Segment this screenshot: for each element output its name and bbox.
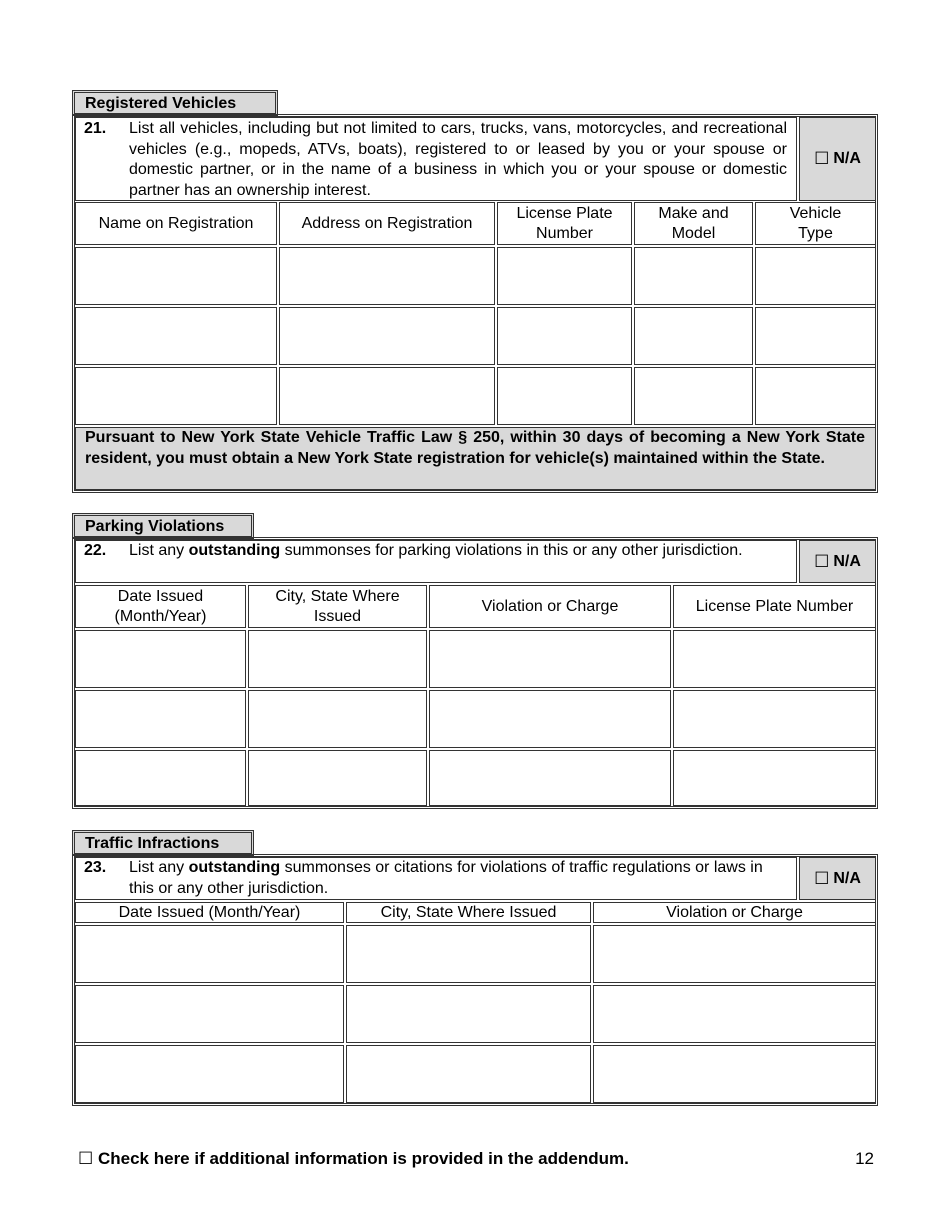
- na-23-label: N/A: [833, 869, 861, 887]
- vehicle-row-1-plate[interactable]: [497, 247, 632, 305]
- na-23-checkbox[interactable]: [799, 857, 876, 900]
- col-header-license-plate: License Plate Number: [673, 585, 876, 628]
- parking-row-1-city[interactable]: [248, 630, 427, 688]
- parking-row-2-violation[interactable]: [429, 690, 671, 748]
- question-21-text: List all vehicles, including but not limited to cars, trucks, vans, motorcycles, and recreational vehicles (e.g., mopeds, ATVs, boats), registered to or leased by you or your spouse or domestic partner, or in the name of a business in which you or your spouse or domestic partner has an ownership interest.: [129, 120, 787, 199]
- traffic-row-1-date[interactable]: [75, 925, 344, 983]
- question-23-post: summonses or citations for violations of traffic regulations or laws in this or any other jurisdiction.: [129, 859, 763, 897]
- vehicle-row-1-name[interactable]: [75, 247, 277, 305]
- col-header-traffic-city-state: City, State Where Issued: [346, 902, 591, 923]
- col-header-make-and-model: Make and Model: [634, 202, 753, 245]
- na-23-box[interactable]: ☐: [814, 868, 830, 888]
- registration-notice: Pursuant to New York State Vehicle Traffic Law § 250, within 30 days of becoming a New York State resident, you must obtain a New York State registration for vehicle(s) maintained within the State.: [75, 427, 876, 490]
- section-label-traffic-infractions: Traffic Infractions: [72, 830, 254, 856]
- vehicle-row-3-plate[interactable]: [497, 367, 632, 425]
- section-label-parking-violations: Parking Violations: [72, 513, 254, 539]
- question-23-pre: List any: [129, 859, 189, 876]
- parking-row-3-city[interactable]: [248, 750, 427, 806]
- col-header-traffic-violation: Violation or Charge: [593, 902, 876, 923]
- vehicle-row-1-make-model[interactable]: [634, 247, 753, 305]
- col-header-violation: Violation or Charge: [429, 585, 671, 628]
- na-21-box[interactable]: ☐: [814, 149, 830, 168]
- traffic-row-3-city[interactable]: [346, 1045, 591, 1103]
- vehicle-row-2-type[interactable]: [755, 307, 876, 365]
- question-22-bold: outstanding: [188, 542, 281, 559]
- parking-row-3-plate[interactable]: [673, 750, 876, 806]
- vehicle-row-2-address[interactable]: [279, 307, 495, 365]
- na-22-checkbox[interactable]: [799, 540, 876, 583]
- col-header-traffic-date-issued: Date Issued (Month/Year): [75, 902, 344, 923]
- question-22-pre: List any: [129, 542, 189, 559]
- parking-row-2-plate[interactable]: [673, 690, 876, 748]
- parking-row-3-violation[interactable]: [429, 750, 671, 806]
- parking-row-3-date[interactable]: [75, 750, 246, 806]
- col-header-address-on-registration: Address on Registration: [279, 202, 495, 245]
- col-header-city-state: City, State Where Issued: [248, 585, 427, 628]
- vehicle-row-3-address[interactable]: [279, 367, 495, 425]
- traffic-row-1-violation[interactable]: [593, 925, 876, 983]
- traffic-row-2-violation[interactable]: [593, 985, 876, 1043]
- traffic-row-2-date[interactable]: [75, 985, 344, 1043]
- traffic-row-3-violation[interactable]: [593, 1045, 876, 1103]
- question-22-post: summonses for parking violations in this or any other jurisdiction.: [280, 542, 743, 559]
- vehicle-row-1-address[interactable]: [279, 247, 495, 305]
- parking-row-2-city[interactable]: [248, 690, 427, 748]
- question-21-number: 21.: [84, 120, 107, 137]
- na-21-checkbox[interactable]: [799, 117, 876, 201]
- vehicle-row-1-type[interactable]: [755, 247, 876, 305]
- question-23-number: 23.: [84, 859, 107, 876]
- na-22-label: N/A: [833, 552, 861, 570]
- question-23-text: [129, 858, 787, 899]
- addendum-check[interactable]: [78, 1148, 629, 1170]
- col-header-vehicle-type: Vehicle Type: [755, 202, 876, 245]
- question-23-bold: outstanding: [188, 859, 281, 876]
- col-header-name-on-registration: Name on Registration: [75, 202, 277, 245]
- traffic-row-2-city[interactable]: [346, 985, 591, 1043]
- vehicle-row-2-name[interactable]: [75, 307, 277, 365]
- col-header-license-plate-number: License Plate Number: [497, 202, 632, 245]
- na-21-label: N/A: [833, 150, 861, 167]
- vehicle-row-3-name[interactable]: [75, 367, 277, 425]
- question-22-number: 22.: [84, 542, 107, 559]
- parking-row-1-date[interactable]: [75, 630, 246, 688]
- question-22-text: [129, 541, 787, 562]
- vehicle-row-2-make-model[interactable]: [634, 307, 753, 365]
- traffic-row-3-date[interactable]: [75, 1045, 344, 1103]
- page-number: 12: [855, 1149, 874, 1168]
- vehicle-row-3-make-model[interactable]: [634, 367, 753, 425]
- vehicle-row-3-type[interactable]: [755, 367, 876, 425]
- parking-row-1-plate[interactable]: [673, 630, 876, 688]
- addendum-checkbox[interactable]: ☐: [78, 1149, 94, 1168]
- addendum-text: Check here if additional information is provided in the addendum.: [97, 1149, 629, 1168]
- section-label-registered-vehicles: Registered Vehicles: [72, 90, 278, 116]
- parking-row-1-violation[interactable]: [429, 630, 671, 688]
- na-22-box[interactable]: ☐: [814, 551, 830, 571]
- vehicle-row-2-plate[interactable]: [497, 307, 632, 365]
- col-header-date-issued: Date Issued (Month/Year): [75, 585, 246, 628]
- traffic-row-1-city[interactable]: [346, 925, 591, 983]
- parking-row-2-date[interactable]: [75, 690, 246, 748]
